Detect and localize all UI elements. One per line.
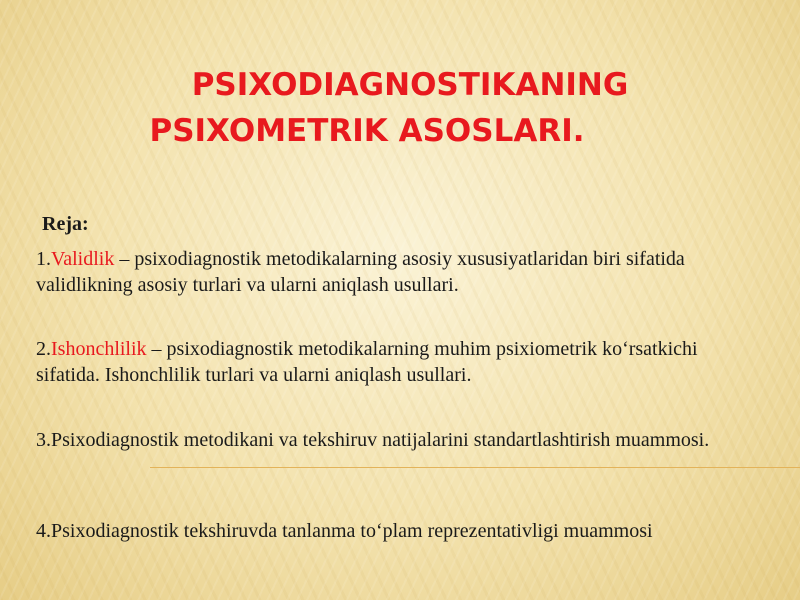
plan-item-number: 4. [36,520,51,542]
plan-item-4 [36,518,766,544]
plan-item-number: 2. [36,338,51,360]
plan-item-term: Validlik [51,248,115,270]
plan-item-3 [36,427,766,453]
plan-label: Reja: [42,213,89,235]
plan-item-text: – psixodiagnostik metodikalarning asosiy xususiyatlaridan biri sifatida validlikning asosiy turlari va ularni aniqlash usullari. [36,248,685,296]
slide-title-line-1: PSIXODIAGNOSTIKANING [191,67,629,103]
plan-item-text: – psixodiagnostik metodikalarning muhim psixiometrik ko‘rsatkichi sifatida. Ishonchlilik turlari va ularni aniqlash usullari. [36,338,698,386]
plan-item-number: 1. [36,248,51,270]
plan-item-2 [36,336,766,388]
plan-item-term: Ishonchlilik [51,338,147,360]
divider-line [150,467,800,468]
plan-item-text: Psixodiagnostik metodikani va tekshiruv natijalarini standartlashtirish muammosi. [51,429,710,451]
slide-title-line-2: PSIXOMETRIK ASOSLARI. [149,113,585,149]
slide-title [40,62,760,154]
plan-item-number: 3. [36,429,51,451]
plan-item-1 [36,246,766,298]
plan-item-text: Psixodiagnostik tekshiruvda tanlanma to‘plam reprezentativligi muammosi [51,520,653,542]
